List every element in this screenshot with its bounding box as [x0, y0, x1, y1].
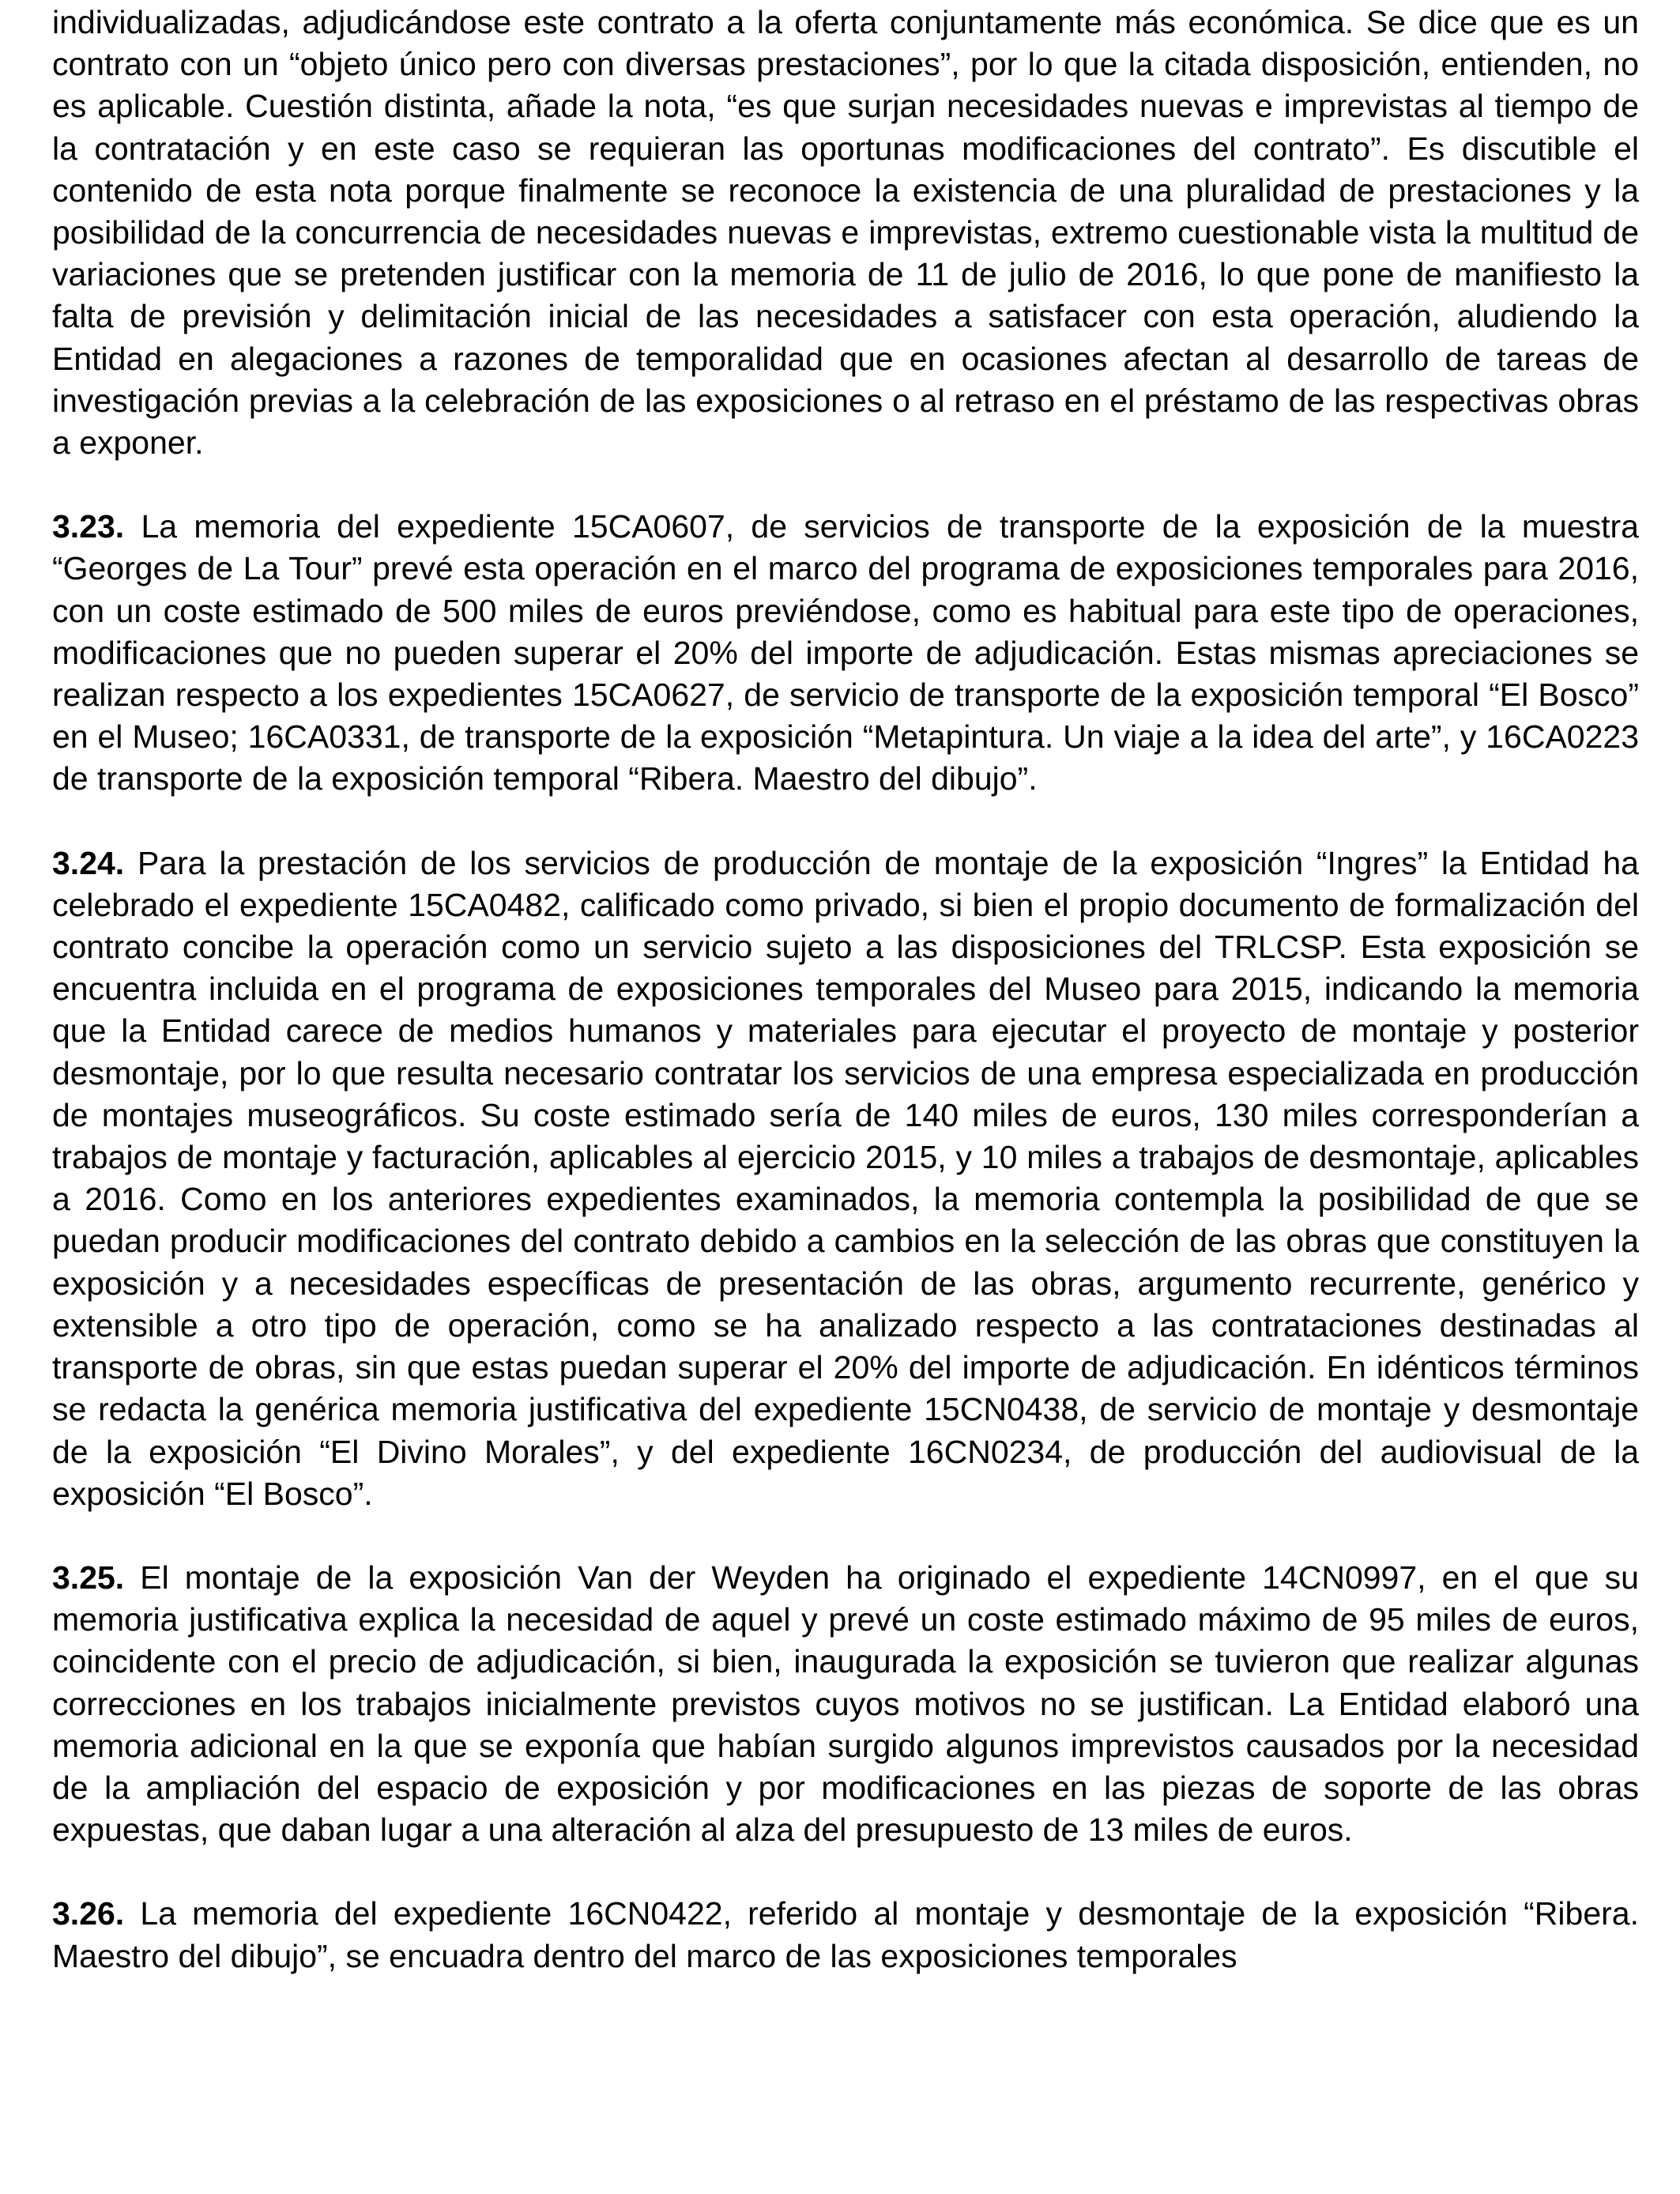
- paragraph-text: La memoria del expediente 16CN0422, referido al montaje y desmontaje de la exposición “Ribera. Maestro del dibujo”, se encuadra dentro del marco de las exposiciones temporales: [52, 1895, 1639, 1974]
- paragraph-text: Para la prestación de los servicios de producción de montaje de la exposición “Ingres” la Entidad ha celebrado el expediente 15CA0482, calificado como privado, si bien el propio documento de formalización del contrato concibe la operación como un servicio sujeto a las disposiciones del TRLCSP. Esta exposición se encuentra incluida en el programa de exposiciones temporales del Museo para 2015, indicando la memoria que la Entidad carece de medios humanos y materiales para ejecutar el proyecto de montaje y posterior desmontaje, por lo que resulta necesario contratar los servicios de una empresa especializada en producción de montajes museográficos. Su coste estimado sería de 140 miles de euros, 130 miles corresponderían a trabajos de montaje y facturación, aplicables al ejercicio 2015, y 10 miles a trabajos de desmontaje, aplicables a 2016. Como en los anteriores expedientes examinados, la memoria contempla la posibilidad de que se puedan producir modificaciones del contrato debido a cambios en la selección de las obras que constituyen la exposición y a necesidades específicas de presentación de las obras, argumento recurrente, genérico y extensible a otro tipo de operación, como se ha analizado respecto a las contrataciones destinadas al transporte de obras, sin que estas puedan superar el 20% del importe de adjudicación. En idénticos términos se redacta la genérica memoria justificativa del expediente 15CN0438, de servicio de montaje y desmontaje de la exposición “El Divino Morales”, y del expediente 16CN0234, de producción del audiovisual de la exposición “El Bosco”.: [52, 844, 1639, 1512]
- paragraph-number: 3.26.: [52, 1895, 125, 1932]
- paragraph-text: El montaje de la exposición Van der Weyden ha originado el expediente 14CN0997, en el que su memoria justificativa explica la necesidad de aquel y prevé un coste estimado máximo de 95 miles de euros, coincidente con el precio de adjudicación, si bien, inaugurada la exposición se tuvieron que realizar algunas correcciones en los trabajos inicialmente previstos cuyos motivos no se justifican. La Entidad elaboró una memoria adicional en la que se exponía que habían surgido algunos imprevistos causados por la necesidad de la ampliación del espacio de exposición y por modificaciones en las piezas de soporte de las obras expuestas, que daban lugar a una alteración al alza del presupuesto de 13 miles de euros.: [52, 1559, 1639, 1849]
- paragraph-text: La memoria del expediente 15CA0607, de servicios de transporte de la exposición de la muestra “Georges de La Tour” prevé esta operación en el marco del programa de exposiciones temporales para 2016, con un coste estimado de 500 miles de euros previéndose, como es habitual para este tipo de operaciones, modificaciones que no pueden superar el 20% del importe de adjudicación. Estas mismas apreciaciones se realizan respecto a los expedientes 15CA0627, de servicio de transporte de la exposición temporal “El Bosco” en el Museo; 16CA0331, de transporte de la exposición “Metapintura. Un viaje a la idea del arte”, y 16CA0223 de transporte de la exposición temporal “Ribera. Maestro del dibujo”.: [52, 508, 1639, 797]
- document-page: [52, 2, 1639, 2019]
- paragraph-number: 3.24.: [52, 844, 125, 881]
- paragraph-continued: [52, 2, 1639, 464]
- paragraph-number: 3.25.: [52, 1559, 125, 1596]
- paragraph-3-23: [52, 506, 1639, 800]
- paragraph-3-25: [52, 1557, 1639, 1851]
- paragraph-text: individualizadas, adjudicándose este contrato a la oferta conjuntamente más económica. Se dice que es un contrato con un “objeto único pero con diversas prestaciones”, por lo que la citada disposición, entienden, no es aplicable. Cuestión distinta, añade la nota, “es que surjan necesidades nuevas e imprevistas al tiempo de la contratación y en este caso se requieran las oportunas modificaciones del contrato”. Es discutible el contenido de esta nota porque finalmente se reconoce la existencia de una pluralidad de prestaciones y la posibilidad de la concurrencia de necesidades nuevas e imprevistas, extremo cuestionable vista la multitud de variaciones que se pretenden justificar con la memoria de 11 de julio de 2016, lo que pone de manifiesto la falta de previsión y delimitación inicial de las necesidades a satisfacer con esta operación, aludiendo la Entidad en alegaciones a razones de temporalidad que en ocasiones afectan al desarrollo de tareas de investigación previas a la celebración de las exposiciones o al retraso en el préstamo de las respectivas obras a exponer.: [52, 4, 1639, 462]
- paragraph-3-24: [52, 843, 1639, 1515]
- paragraph-number: 3.23.: [52, 508, 125, 545]
- paragraph-3-26: [52, 1893, 1639, 1977]
